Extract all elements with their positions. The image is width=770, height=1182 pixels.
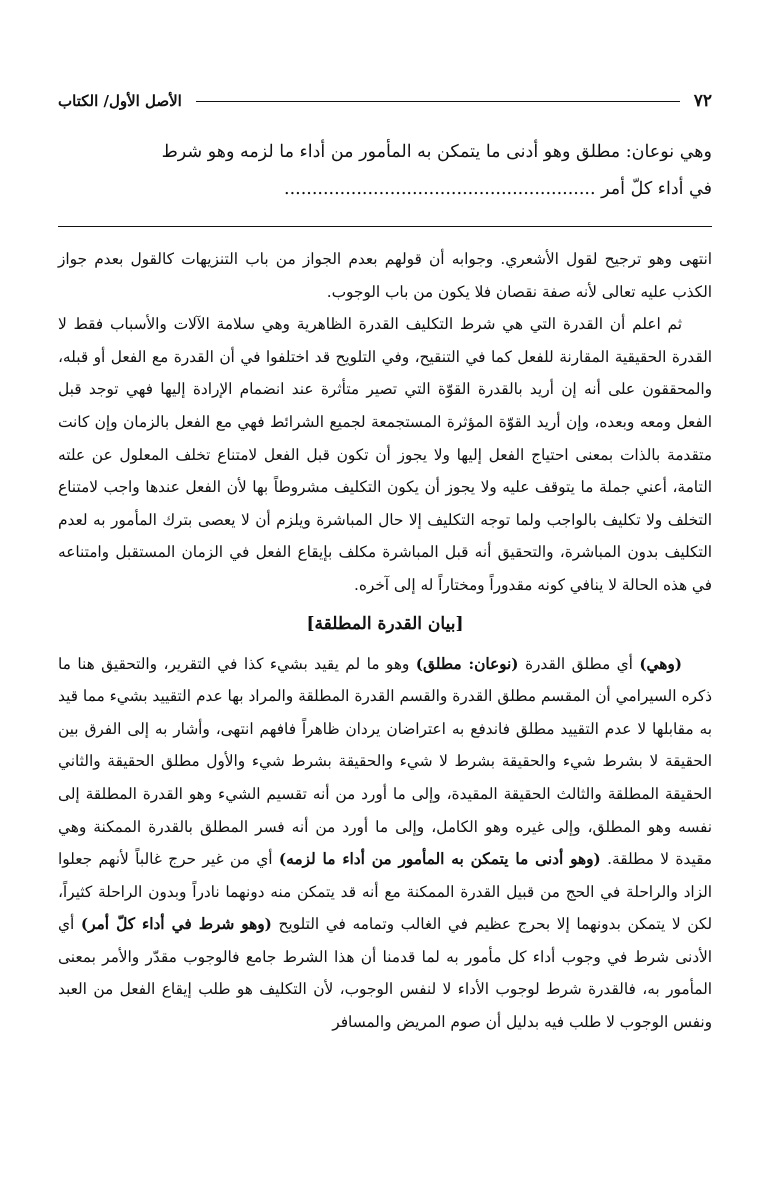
matn-text	[58, 134, 712, 208]
commentary-text-2: وهو ما لم يقيد بشيء كذا في التقرير، والتحقيق هنا ما ذكره السيرامي أن المقسم مطلق القدرة والقسم القدرة المطلقة والمراد بها عدم التقييد بشيء مما قيد به مقابلها لا عدم التقييد مطلق فاندفع به اعتراضان يردان ظاهراً فافهم انتهى، وأشار به إلى الفرق بين الحقيقة لا بشرط شيء والحقيقة بشرط لا شيء والحقيقة بشرط شيء والأول مطلق الحقيقة والثاني الحقيقة المطلقة والثالث الحقيقة المقيدة، وإلى ما أورد من أنه تقسيم الشيء وهو القدرة المطلقة إلى نفسه وهو المطلق، وإلى غيره وهو الكامل، وإلى ما أورد من أنه فسر المطلق بالقدرة الممكنة وهي مقيدة لا مطلقة.	[58, 654, 713, 869]
commentary-text-4: أي الأدنى شرط في وجوب أداء كل مأمور به لما قدمنا أن هذا الشرط جامع فالوجوب مقدّر والأمر بمعنى المأمور به، فالقدرة شرط لوجوب الأداء لا لنفس الوجوب، لأن التكليف هو طلب إيقاع الفعل من العبد ونفس الوجوب لا طلب فيه بدليل أن صوم المريض والمسافر	[58, 915, 712, 1032]
matn-line-1: وهي نوعان: مطلق وهو أدنى ما يتمكن به المأمور من أداء ما لزمه وهو شرط	[161, 142, 712, 162]
commentary-paragraph-3	[58, 648, 712, 1039]
page-number: ٧٢	[693, 91, 712, 111]
matn-line-2	[58, 171, 712, 208]
quoted-matn-3: (وهو أدنى ما يتمكن به المأمور من أداء ما لزمه)	[278, 850, 601, 869]
commentary-paragraph-1: انتهى وهو ترجيح لقول الأشعري. وجوابه أن قولهم بعدم الجواز من باب التنزيهات كالقول بعدم جواز الكذب عليه تعالى لأنه صفة نقصان فلا يكون من باب الوجوب.	[58, 250, 712, 301]
quoted-matn-4: (وهو شرط في أداء كلّ أمر)	[80, 915, 272, 934]
quoted-matn-2: (نوعان: مطلق)	[415, 654, 519, 673]
matn-commentary-separator	[58, 226, 712, 227]
section-heading: [بيان القدرة المطلقة]	[306, 613, 464, 634]
header-rule	[196, 101, 680, 102]
quoted-matn-1: (وهي)	[639, 654, 682, 673]
commentary-text-1: أي مطلق القدرة	[518, 654, 640, 673]
running-title: الأصل الأول/ الكتاب	[58, 92, 182, 110]
commentary-text-3: أي من غير حرج غالباً لأنهم جعلوا الزاد والراحلة في الحج من قبيل القدرة الممكنة مع أنه قد يتمكن منه دونهما نادراً وبدون الراحلة كثيراً، لكن لا يتمكن بدونهما إلا بحرج عظيم في الغالب وتمامه في التلويح	[58, 850, 712, 934]
matn-dots: ........................................................	[284, 179, 596, 199]
commentary-paragraph-2: ثم اعلم أن القدرة التي هي شرط التكليف القدرة الظاهرية وهي سلامة الآلات والأسباب فقط لا القدرة الحقيقية المقارنة للفعل كما في التنقيح، وفي التلويح قد اختلفوا في أن القدرة مع الفعل أو قبله، والمحققون على أنه إن أريد بالقدرة القوّة التي تصير متأثرة عند انضمام الإرادة إليها فهي توجد قبل الفعل ومعه وبعده، وإن أريد القوّة المؤثرة المستجمعة لجميع الشرائط فهي مع الفعل بالزمان وإن كانت متقدمة بالذات بمعنى احتياج الفعل إليها ولا يجوز أن تكون قبل الفعل لامتناع تخلف المعلول عن علته التامة، أعني جملة ما يتوقف عليه ولا يجوز أن يكون التكليف مشروطاً بها لأن الفعل عندها واجب لامتناع التخلف ولا تكليف بالواجب ولما توجه التكليف إلا حال المباشرة ويلزم أن لا يعصى بترك المأمور به لعدم التكليف بدون المباشرة، والتحقيق أنه قبل المباشرة مكلف بإيقاع الفعل في الزمان المستقبل وامتناعه في هذه الحالة لا ينافي كونه مقدوراً ومختاراً له إلى آخره.	[58, 315, 712, 594]
matn-line-2-text: في أداء كلّ أمر	[601, 179, 712, 199]
running-header	[58, 88, 712, 114]
